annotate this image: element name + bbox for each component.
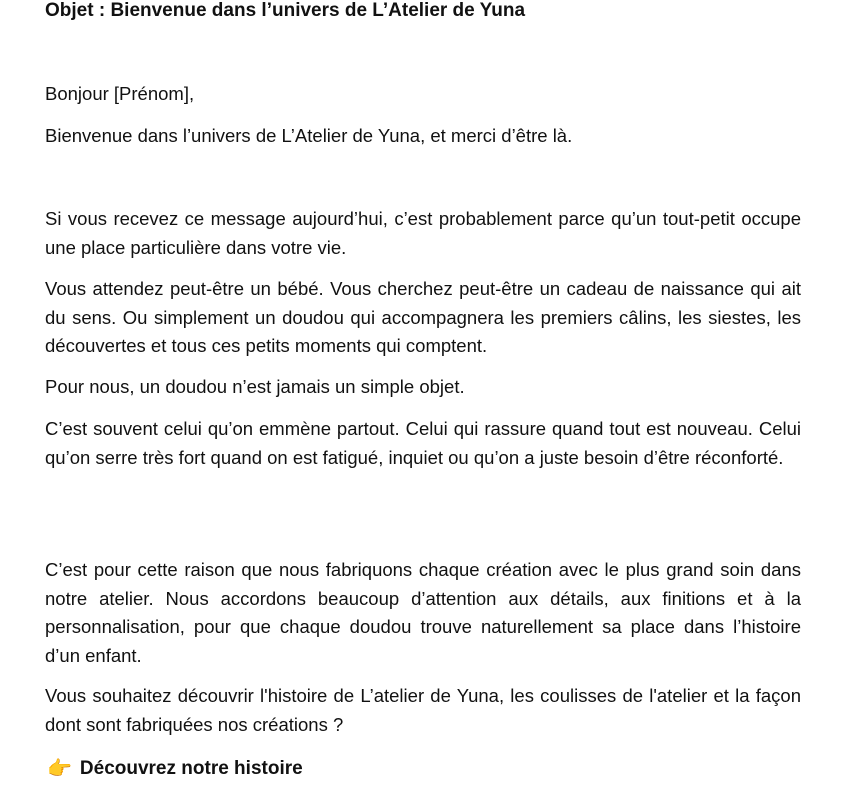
paragraph: C’est pour cette raison que nous fabriquons chaque création avec le plus grand soin dans notre atelier. Nous accordons beaucoup d’attention aux détails, aux finitions et à la personnalisation, pour que chaque doudou trouve naturellement sa place dans l’histoire d’un enfant. bbox=[45, 559, 801, 666]
paragraph: C’est souvent celui qu’on emmène partout. Celui qui rassure quand tout est nouveau. Celui qu’on serre très fort quand on est fatigué, inquiet ou qu’on a juste besoin d’être réconforté. bbox=[45, 418, 801, 468]
cta-label: Découvrez notre histoire bbox=[79, 758, 303, 779]
discover-story-link[interactable] bbox=[45, 755, 303, 783]
paragraph: Si vous recevez ce message aujourd’hui, c’est probablement parce qu’un tout-petit occupe une place particulière dans votre vie. bbox=[45, 208, 801, 258]
pointing-hand-icon: 👉 bbox=[47, 758, 72, 780]
email-subject: Objet : Bienvenue dans l’univers de L’Atelier de Yuna bbox=[45, 0, 526, 21]
paragraph: Vous attendez peut-être un bébé. Vous cherchez peut-être un cadeau de naissance qui ait du sens. Ou simplement un doudou qui accompagnera les premiers câlins, les siestes, les découvertes et tous ces petits moments qui comptent. bbox=[45, 278, 801, 356]
welcome-line: Bienvenue dans l’univers de L’Atelier de Yuna, et merci d’être là. bbox=[45, 125, 573, 146]
paragraph: Pour nous, un doudou n’est jamais un simple objet. bbox=[45, 376, 465, 397]
paragraph: Vous souhaitez découvrir l'histoire de L’atelier de Yuna, les coulisses de l'atelier et la façon dont sont fabriquées nos créations ? bbox=[45, 685, 801, 735]
greeting: Bonjour [Prénom], bbox=[45, 83, 195, 104]
